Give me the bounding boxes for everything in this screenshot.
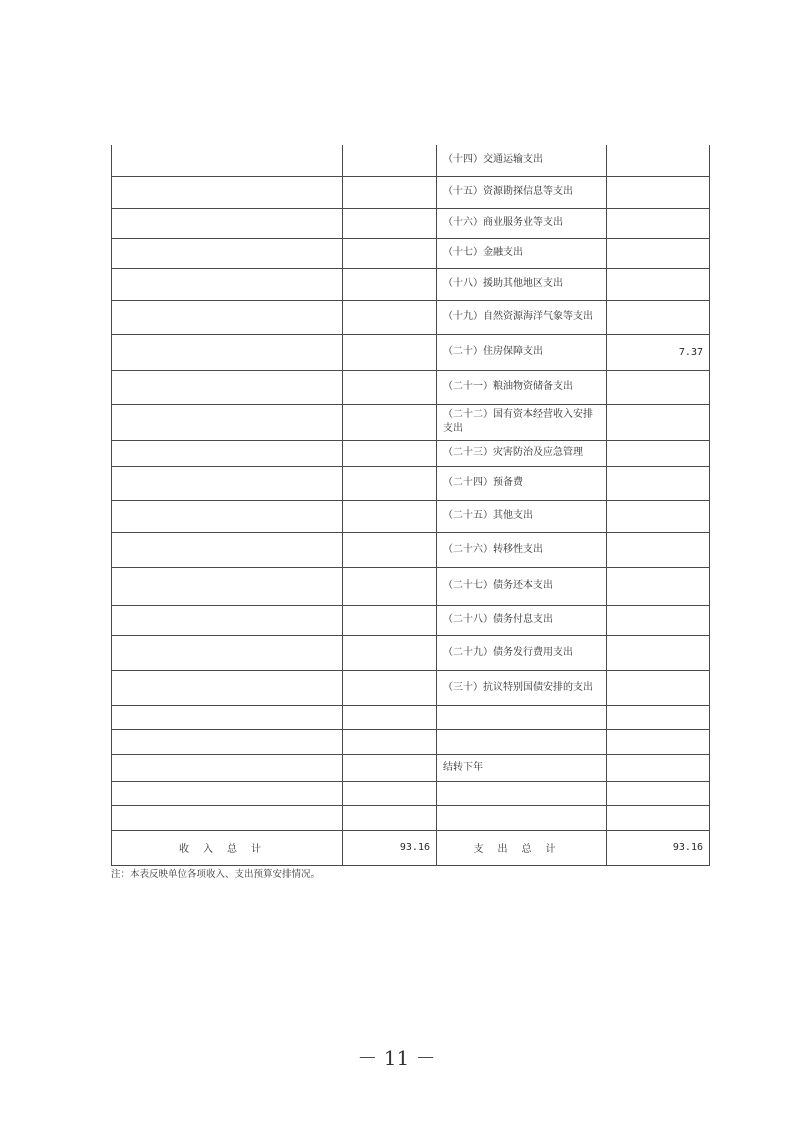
income-item-cell	[112, 781, 343, 805]
income-amount-cell	[343, 404, 437, 440]
table-row	[112, 440, 710, 466]
income-item-cell	[112, 532, 343, 567]
table-row	[112, 145, 710, 176]
income-amount-cell	[343, 300, 437, 334]
expense-amount-cell	[607, 268, 710, 300]
income-item-cell	[112, 500, 343, 532]
table-row	[112, 404, 710, 440]
income-item-cell	[112, 404, 343, 440]
income-amount-cell	[343, 754, 437, 781]
table-row	[112, 268, 710, 300]
income-item-cell	[112, 145, 343, 176]
expense-amount-cell	[607, 705, 710, 729]
expense-item-cell: （二十八）债务付息支出	[437, 605, 607, 635]
expense-amount-cell	[607, 145, 710, 176]
table-row	[112, 781, 710, 805]
table-row	[112, 208, 710, 238]
income-item-cell	[112, 334, 343, 370]
table-note: 注：本表反映单位各项收入、支出预算安排情况。	[111, 869, 321, 880]
expense-item-cell	[437, 729, 607, 754]
table-row	[112, 605, 710, 635]
expense-amount-cell	[607, 605, 710, 635]
expense-item-cell: （二十九）债务发行费用支出	[437, 635, 607, 670]
table-row	[112, 567, 710, 605]
expense-item-cell: （二十三）灾害防治及应急管理	[437, 440, 607, 466]
income-item-cell	[112, 729, 343, 754]
expense-amount-cell	[607, 404, 710, 440]
table-row	[112, 466, 710, 500]
expense-amount-cell	[607, 300, 710, 334]
expense-amount-cell	[607, 500, 710, 532]
expense-item-cell	[437, 805, 607, 830]
table-row	[112, 334, 710, 370]
income-item-cell	[112, 805, 343, 830]
expense-item-cell: （二十二）国有资本经营收入安排支出	[437, 404, 607, 440]
expense-amount-cell	[607, 370, 710, 404]
income-item-cell	[112, 300, 343, 334]
expense-total-value: 93.16	[607, 830, 710, 865]
table-row	[112, 670, 710, 705]
income-total-value: 93.16	[343, 830, 437, 865]
income-amount-cell	[343, 334, 437, 370]
expense-item-cell: （十六）商业服务业等支出	[437, 208, 607, 238]
table-row	[112, 532, 710, 567]
expense-item-cell	[437, 781, 607, 805]
expense-amount-cell	[607, 729, 710, 754]
income-total-label: 收入总计	[112, 830, 343, 865]
expense-amount-cell: 7.37	[607, 334, 710, 370]
income-item-cell	[112, 238, 343, 268]
expense-item-cell: （十八）援助其他地区支出	[437, 268, 607, 300]
income-item-cell	[112, 635, 343, 670]
income-amount-cell	[343, 605, 437, 635]
income-amount-cell	[343, 729, 437, 754]
income-amount-cell	[343, 532, 437, 567]
expense-amount-cell	[607, 466, 710, 500]
expense-amount-cell	[607, 805, 710, 830]
table-row	[112, 805, 710, 830]
table-body	[112, 145, 710, 865]
table-row	[112, 754, 710, 781]
table-row	[112, 635, 710, 670]
expense-amount-cell	[607, 567, 710, 605]
table-row	[112, 238, 710, 268]
total-row	[112, 830, 710, 865]
income-amount-cell	[343, 567, 437, 605]
expense-item-cell: （十七）金融支出	[437, 238, 607, 268]
expense-amount-cell	[607, 238, 710, 268]
expense-item-cell: （三十）抗议特别国债安排的支出	[437, 670, 607, 705]
income-amount-cell	[343, 500, 437, 532]
income-item-cell	[112, 208, 343, 238]
budget-table	[111, 145, 710, 866]
income-item-cell	[112, 670, 343, 705]
expense-item-cell: （十四）交通运输支出	[437, 145, 607, 176]
expense-item-cell: （二十六）转移性支出	[437, 532, 607, 567]
table-row	[112, 176, 710, 208]
income-amount-cell	[343, 670, 437, 705]
expense-amount-cell	[607, 208, 710, 238]
income-item-cell	[112, 754, 343, 781]
income-item-cell	[112, 705, 343, 729]
expense-item-cell: （二十五）其他支出	[437, 500, 607, 532]
income-item-cell	[112, 466, 343, 500]
income-item-cell	[112, 370, 343, 404]
expense-item-cell: （二十四）预备费	[437, 466, 607, 500]
income-item-cell	[112, 176, 343, 208]
table-row	[112, 729, 710, 754]
income-amount-cell	[343, 705, 437, 729]
income-item-cell	[112, 605, 343, 635]
expense-item-cell: （二十七）债务还本支出	[437, 567, 607, 605]
expense-item-cell: （十五）资源勘探信息等支出	[437, 176, 607, 208]
income-amount-cell	[343, 208, 437, 238]
expense-amount-cell	[607, 440, 710, 466]
income-amount-cell	[343, 268, 437, 300]
income-amount-cell	[343, 440, 437, 466]
expense-total-label: 支出总计	[437, 830, 607, 865]
expense-amount-cell	[607, 532, 710, 567]
income-amount-cell	[343, 370, 437, 404]
expense-amount-cell	[607, 176, 710, 208]
income-amount-cell	[343, 805, 437, 830]
income-amount-cell	[343, 176, 437, 208]
income-amount-cell	[343, 781, 437, 805]
expense-item-cell	[437, 705, 607, 729]
table-row	[112, 500, 710, 532]
income-amount-cell	[343, 466, 437, 500]
income-amount-cell	[343, 238, 437, 268]
expense-item-cell: （二十一）粮油物资储备支出	[437, 370, 607, 404]
expense-item-cell: （十九）自然资源海洋气象等支出	[437, 300, 607, 334]
table-row	[112, 300, 710, 334]
income-item-cell	[112, 440, 343, 466]
income-amount-cell	[343, 145, 437, 176]
table-row	[112, 370, 710, 404]
expense-amount-cell	[607, 754, 710, 781]
income-amount-cell	[343, 635, 437, 670]
income-item-cell	[112, 567, 343, 605]
page-number: － 11 －	[357, 1046, 436, 1070]
table-row	[112, 705, 710, 729]
expense-amount-cell	[607, 670, 710, 705]
expense-amount-cell	[607, 635, 710, 670]
expense-item-cell: （二十）住房保障支出	[437, 334, 607, 370]
expense-amount-cell	[607, 781, 710, 805]
income-item-cell	[112, 268, 343, 300]
expense-item-cell: 结转下年	[437, 754, 607, 781]
